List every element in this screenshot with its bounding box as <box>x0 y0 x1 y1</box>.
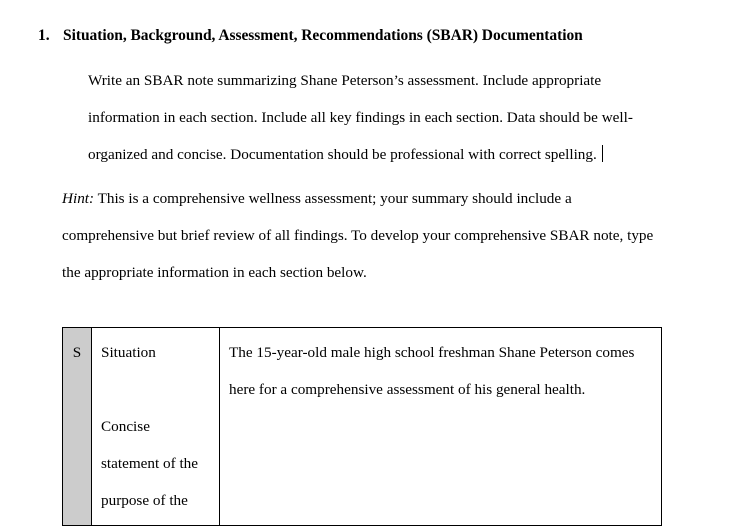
sbar-letter-cell <box>63 328 92 526</box>
sbar-content-cell[interactable] <box>220 328 662 526</box>
sbar-content-stack <box>220 328 661 414</box>
sbar-label-line-4: purpose of the <box>101 492 188 509</box>
instruction-paragraph[interactable] <box>88 62 646 173</box>
section-heading-number: 1. <box>38 27 50 44</box>
section-heading-title: Situation, Background, Assessment, Recommendations (SBAR) Documentation <box>63 27 583 44</box>
sbar-label-stack <box>92 328 219 525</box>
section-heading <box>38 26 698 46</box>
hint-paragraph <box>62 180 662 291</box>
sbar-content-line-1: The 15-year-old male high school freshman Shane Peterson comes <box>229 344 635 361</box>
sbar-label-line-1: Situation <box>101 344 156 361</box>
instruction-paragraph-text: Write an SBAR note summarizing Shane Peterson’s assessment. Include appropriate information in each section. Include all key findings in each section. Data should be well-organized and concise. Documentation should be professional with correct spelling. <box>88 72 633 163</box>
hint-label: Hint: <box>62 190 95 207</box>
sbar-label-line-3: statement of the <box>101 455 198 472</box>
sbar-content-line-2: here for a comprehensive assessment of his general health. <box>229 381 586 398</box>
hint-paragraph-text: This is a comprehensive wellness assessment; your summary should include a comprehensive but brief review of all findings. To develop your comprehensive SBAR note, type the appropriate information in each section below. <box>62 190 654 281</box>
text-cursor-caret <box>602 145 603 162</box>
sbar-label-spacer <box>101 371 213 408</box>
sbar-label-cell <box>92 328 220 526</box>
sbar-label-line-2: Concise <box>101 418 150 435</box>
sbar-table <box>62 327 662 526</box>
sbar-letter-text: S <box>72 344 82 361</box>
sbar-table-body <box>63 328 662 526</box>
table-row <box>63 328 662 526</box>
